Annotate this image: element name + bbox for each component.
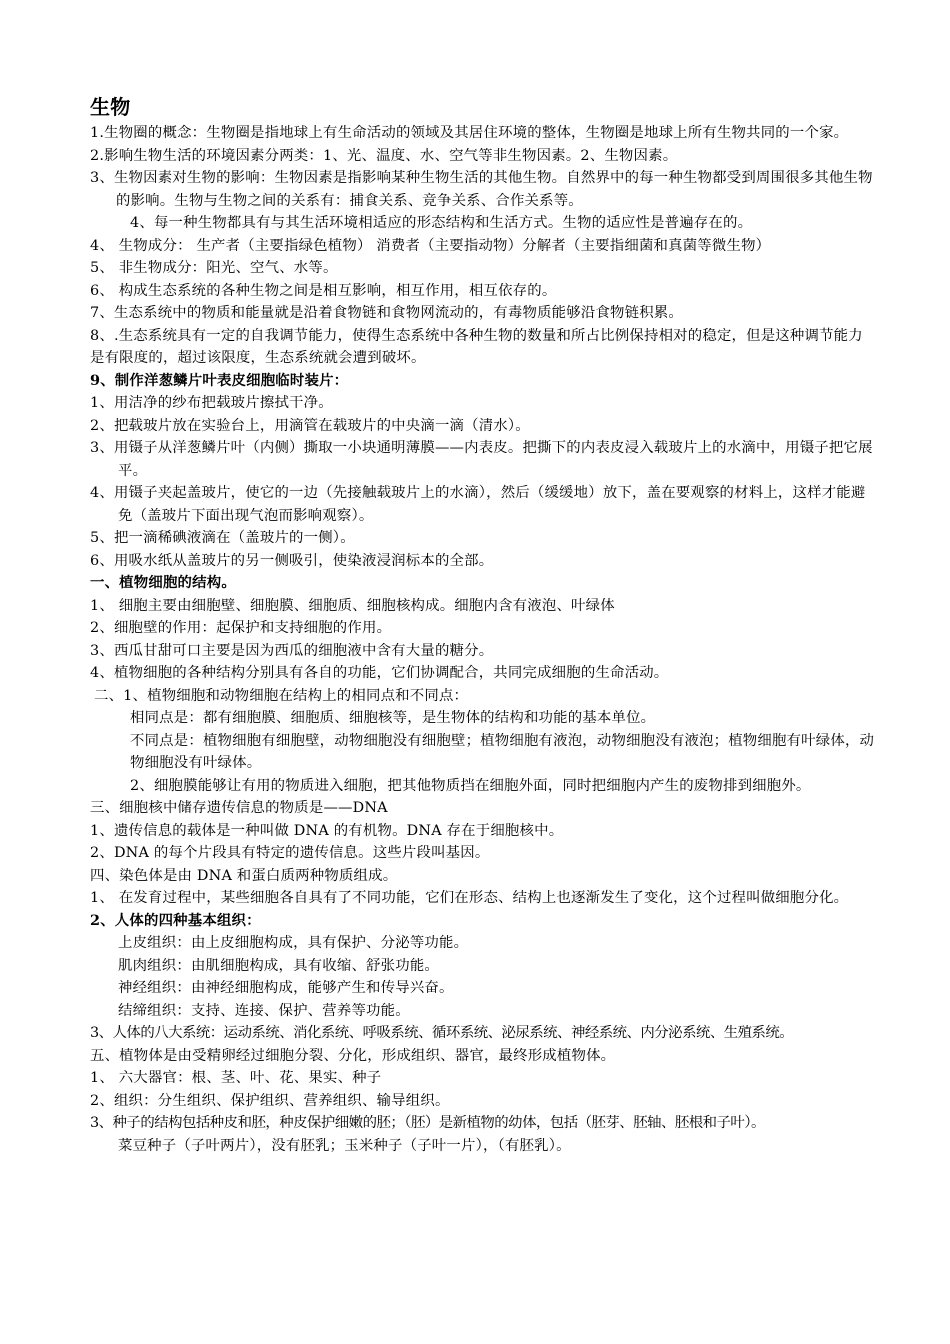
paragraph: 不同点是：植物细胞有细胞壁，动物细胞没有细胞壁；植物细胞有液泡，动物细胞没有液泡；植物细胞有叶绿体，动物细胞没有叶绿体。 [130,732,875,771]
document-page [90,92,876,1157]
paragraph: 4、 生物成分： 生产者（主要指绿色植物） 消费者（主要指动物）分解者（主要指细菌和真菌等微生物） [90,237,771,254]
list-item: 2、组织：分生组织、保护组织、营养组织、输导组织。 [90,1092,450,1109]
section-heading: 二、1、植物细胞和动物细胞在结构上的相同点和不同点： [94,687,469,704]
paragraph: 相同点是：都有细胞膜、细胞质、细胞核等，是生物体的结构和功能的基本单位。 [130,710,656,726]
list-item: 上皮组织：由上皮细胞构成，具有保护、分泌等功能。 [118,935,469,951]
list-item: 6、用吸水纸从盖玻片的另一侧吸引，使染液浸润标本的全部。 [90,552,494,569]
list-item: 4、用镊子夹起盖玻片，使它的一边（先接触载玻片上的水滴），然后（缓缓地）放下，盖在要观察的材料上，这样才能避免（盖玻片下面出现气泡而影响观察）。 [90,485,866,524]
list-item: 肌肉组织：由肌细胞构成，具有收缩、舒张功能。 [118,957,439,974]
paragraph: 6、 构成生态系统的各种生物之间是相互影响，相互作用，相互依存的。 [90,282,557,299]
list-item: 结缔组织：支持、连接、保护、营养等功能。 [118,1002,410,1019]
section-heading: 四、染色体是由 DNA 和蛋白质两种物质组成。 [90,867,398,884]
list-item: 3、用镊子从洋葱鳞片叶（内侧）撕取一小块通明薄膜——内表皮。把撕下的内表皮浸入载玻片上的水滴中，用镊子把它展平。 [90,440,873,479]
list-item: 2、把载玻片放在实验台上，用滴管在载玻片的中央滴一滴（清水）。 [90,417,530,434]
list-item: 4、植物细胞的各种结构分别具有各自的功能，它们协调配合，共同完成细胞的生命活动。 [90,665,669,681]
section-heading: 三、细胞核中储存遗传信息的物质是——DNA [90,800,388,816]
paragraph: 3、生物因素对生物的影响：生物因素是指影响某种生物生活的其他生物。自然界中的每一种生物都受到周围很多其他生物的影响。生物与生物之间的关系有：捕食关系、竞争关系、合作关系等。 [90,170,873,209]
list-item: 1、用洁净的纱布把载玻片擦拭干净。 [90,395,333,411]
list-item: 1、遗传信息的载体是一种叫做 DNA 的有机物。DNA 存在于细胞核中。 [90,822,564,839]
paragraph: 4、每一种生物都具有与其生活环境相适应的形态结构和生活方式。生物的适应性是普遍存在的。 [130,215,753,231]
list-item: 3、西瓜甘甜可口主要是因为西瓜的细胞液中含有大量的糖分。 [90,642,494,659]
list-item: 1、 细胞主要由细胞壁、细胞膜、细胞质、细胞核构成。细胞内含有液泡、叶绿体 [90,597,615,614]
paragraph: 菜豆种子（子叶两片），没有胚乳；玉米种子（子叶一片），（有胚乳）。 [118,1137,571,1154]
section-heading: 9、制作洋葱鳞片叶表皮细胞临时装片： [90,371,349,389]
list-item: 3、种子的结构包括种皮和胚，种皮保护细嫩的胚；（胚）是新植物的幼体，包括（胚芽、胚轴、胚根和子叶）。 [90,1115,765,1131]
section-heading: 一、植物细胞的结构。 [90,574,236,591]
paragraph: 2.影响生物生活的环境因素分两类：1、光、温度、水、空气等非生物因素。2、生物因素。 [90,147,678,164]
list-item: 2、细胞壁的作用：起保护和支持细胞的作用。 [90,620,392,636]
paragraph: 1.生物圈的概念：生物圈是指地球上有生命活动的领域及其居住环境的整体，生物圈是地球上所有生物共同的一个家。 [90,125,849,141]
list-item: 2、DNA 的每个片段具有特定的遗传信息。这些片段叫基因。 [90,845,490,861]
section-heading: 2、人体的四种基本组织： [90,911,261,929]
list-item: 1、 六大器官：根、茎、叶、花、果实、种子 [90,1070,382,1086]
section-heading: 五、植物体是由受精卵经过细胞分裂、分化，形成组织、器官，最终形成植物体。 [90,1047,616,1064]
paragraph: 5、 非生物成分：阳光、空气、水等。 [90,260,338,276]
list-item: 神经组织：由神经细胞构成，能够产生和传导兴奋。 [118,980,454,996]
paragraph: 2、细胞膜能够让有用的物质进入细胞，把其他物质挡在细胞外面，同时把细胞内产生的废物排到细胞外。 [130,777,811,794]
list-item: 5、把一滴稀碘液滴在（盖玻片的一侧）。 [90,530,355,546]
paragraph: 8、.生态系统具有一定的自我调节能力，使得生态系统中各种生物的数量和所占比例保持相对的稳定，但是这种调节能力是有限度的，超过该限度，生态系统就会遭到破坏。 [90,327,863,366]
paragraph: 3、人体的八大系统：运动系统、消化系统、呼吸系统、循环系统、泌尿系统、神经系统、内分泌系统、生殖系统。 [90,1025,794,1041]
page-title: 生物 [90,95,131,119]
paragraph: 7、生态系统中的物质和能量就是沿着食物链和食物网流动的，有毒物质能够沿食物链积累。 [90,305,683,321]
list-item: 1、 在发育过程中，某些细胞各自具有了不同功能，它们在形态、结构上也逐渐发生了变化，这个过程叫做细胞分化。 [90,890,849,906]
